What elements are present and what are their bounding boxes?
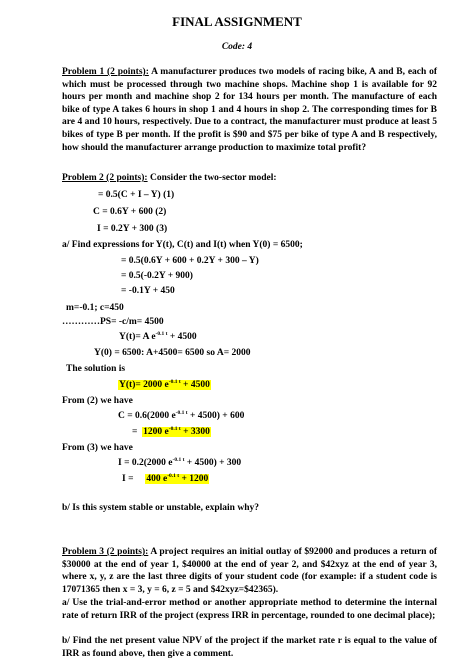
c-result: = 1200 $e^{-0.1 t} + 3300$: [132, 426, 210, 437]
model-equation-3: I = 0.2Y + 300 (3): [97, 224, 168, 234]
from-eq3-label: From (3) we have: [62, 443, 133, 453]
m-c-values: m=-0.1; c=450: [66, 303, 124, 313]
solution-label: The solution is: [66, 364, 126, 374]
derivation-step-2: = 0.5(-0.2Y + 900): [121, 271, 193, 281]
model-equation-2: C = 0.6Y + 600 (2): [93, 207, 167, 217]
part-b-question: b/ Is this system stable or unstable, explain why?: [62, 503, 259, 513]
problem-2-intro: Consider the two-sector model:: [147, 173, 277, 183]
problem-3-heading: Problem 3 (2 points):: [62, 547, 149, 557]
particular-solution: …………PS= -c/m= 4500: [62, 317, 164, 327]
c-substitution: C = 0.6(2000 $e^{-0.1 t} + 4500) + 600$: [118, 410, 245, 421]
assignment-code: Code: 4: [221, 42, 253, 52]
i-result: I = 400 $e^{-0.1 t} + 1200$: [122, 473, 209, 484]
problem-3-text: A project requires an initial outlay of $92000 and produces a return of $30000 at the end of year 1, $40000 at the end of year 2, and $42xyz at the end of year 3, where x, y, z are the last three digits of your student code (for example: if a student code is 17071365 then x = 3, y = 6, z = 5 and $42xyz=$42365).: [62, 547, 437, 595]
derivation-step-1: = 0.5(0.6Y + 600 + 0.2Y + 300 – Y): [121, 256, 259, 266]
solution-y-highlight: [118, 380, 211, 390]
part-a-question: a/ Find expressions for Y(t), C(t) and I(t) when Y(0) = 6500;: [62, 240, 303, 250]
from-eq2-label: From (2) we have: [62, 396, 133, 406]
page-title: FINAL ASSIGNMENT: [172, 14, 302, 29]
model-equation-1: = 0.5(C + I – Y) (1): [98, 190, 175, 200]
problem-3-part-a: a/ Use the trial-and-error method or another appropriate method to determine the internal rate of return IRR of the project (express IRR in percentage, rounded to one decimal place);: [62, 598, 437, 621]
i-substitution: I = 0.2(2000 $e^{-0.1 t} + 4500) + 300$: [118, 457, 242, 468]
problem-1-heading: Problem 1 (2 points):: [62, 67, 149, 77]
problem-1: [62, 66, 437, 154]
initial-condition: Y(0) = 6500: A+4500= 6500 so A= 2000: [94, 348, 251, 358]
general-solution: Y(t)= A $e^{-0.1 t} + 4500$: [119, 331, 197, 342]
problem-1-text: A manufacturer produces two models of racing bike, A and B, each of which must be processed through two machine shops. Machine shop 1 is available for 92 hours per month and machine shop 2 for 134 hours per month. The manufacture of each bike of type A takes 6 hours in shop 1 and 4 hours in shop 2. The corresponding times for B are 4 and 10 hours, respectively. Due to a contract, the manufacturer must produce at least 5 bikes of type B per month. If the profit is $90 and $75 per bike of type A and B respectively, how should the manufacturer arrange production to maximize total profit?: [62, 67, 437, 153]
derivation-step-3: = -0.1Y + 450: [121, 286, 175, 296]
problem-2-heading-line: [62, 173, 277, 183]
problem-3: [62, 546, 437, 596]
highlighted-c-solution: 1200 $e^{-0.1 t} + 3300$: [143, 426, 210, 437]
problem-2-heading: Problem 2 (2 points):: [62, 173, 148, 183]
highlighted-i-solution: 400 $e^{-0.1 t} + 1200$: [146, 473, 209, 484]
highlighted-y-solution: Y(t)= 2000 $e^{-0.1 t} + 4500$: [119, 379, 210, 390]
problem-3-part-b: b/ Find the net present value NPV of the project if the market rate r is equal to the value of IRR as found above, then give a comment.: [62, 636, 437, 659]
